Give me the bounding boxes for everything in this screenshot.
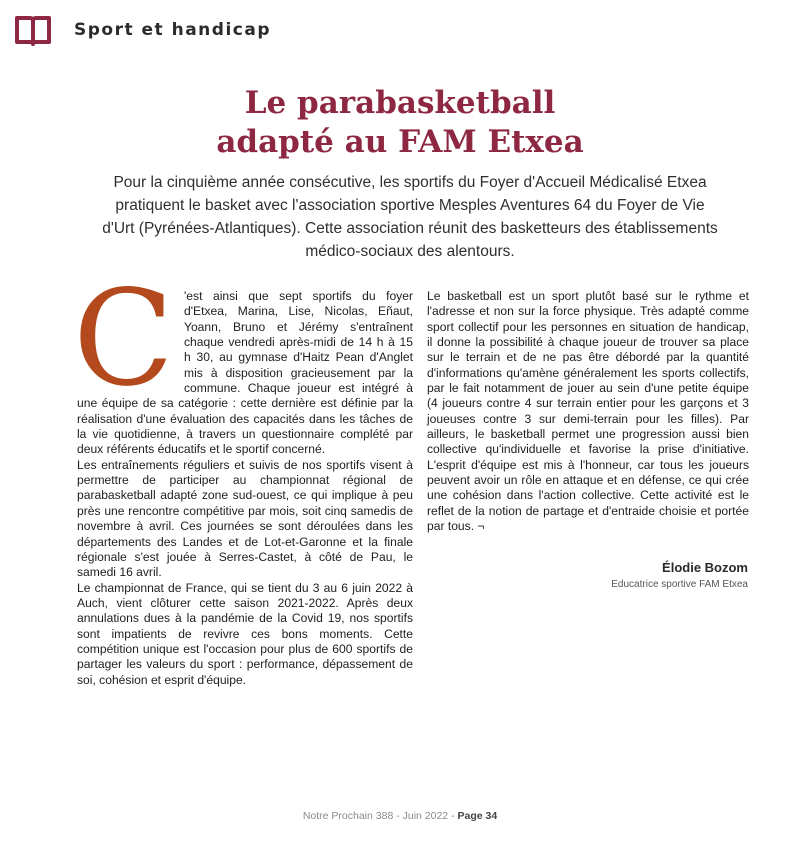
author-role: Educatrice sportive FAM Etxea [611, 579, 748, 590]
page-footer [0, 810, 800, 822]
author-name: Élodie Bozom [662, 560, 748, 575]
signature [611, 560, 748, 590]
publication-info: Notre Prochain 388 - Juin 2022 - [302, 810, 458, 822]
paragraph-text: 'est ainsi que sept sportifs du foyer d'Etxea, Marina, Lise, Nicolas, Eñaut, Yoann, Bruno et Jérémy s'entraînent chaque vendredi après-midi de 14 h à 15 h 30, au gymnase d'Haitz Pean d'Anglet mis à disposition gracieusement par la commune. Chaque joueur est intégré à une équipe de sa catégorie : cette dernière est définie par la réalisation d'une évaluation des capacités dans les tâches de la vie quotidienne, à travers un questionnaire complété par deux référents éducatifs et le sportif concerné. [77, 289, 413, 457]
right-column [427, 289, 749, 535]
page-header [14, 10, 271, 50]
book-icon [14, 13, 52, 47]
left-column [73, 262, 413, 688]
drop-cap: C [73, 262, 174, 416]
article-title [0, 84, 800, 162]
page-number: Page 34 [457, 810, 498, 822]
paragraph [73, 262, 413, 458]
article-intro: Pour la cinquième année consécutive, les sportifs du Foyer d'Accueil Médicalisé Etxea pratiquent le basket avec l'association sportive Mesples Aventures 64 du Foyer de Vie d'Urt (Pyrénées-Atlantiques). Cette association réunit des basketteurs des établissements médico-sociaux des alentours. [102, 174, 718, 260]
paragraph: Le basketball est un sport plutôt basé sur le rythme et l'adresse et non sur la force physique. Très adapté comme sport collectif pour les personnes en situation de handicap, il donne la possibilité à chaque joueur de trouver sa place sur le terrain et de ne pas être débordé par la quantité d'informations qu'amène généralement les sports collectifs, par le fait notamment de jouer au sein d'une petite équipe (4 joueurs contre 4 sur terrain entier pour les garçons et 3 joueuses contre 3 sur demi-terrain pour les filles). Par ailleurs, le basketball permet une progression aussi bien collective qu'individuelle et favorise la prise d'initiative. L'esprit d'équipe est mis à l'honneur, car tous les joueurs peuvent avoir un rôle en attaque et en défense, ce qui crée une cohésion dans l'action collective. Cette activité est le reflet de la notion de partage et d'entraide choisie et portée par tous. ¬ [427, 289, 749, 534]
paragraph: Les entraînements réguliers et suivis de nos sportifs visent à permettre de participer au championnat régional de parabasketball adapté zone sud-ouest, ce qui implique à peu près une rencontre compétitive par mois, soit cinq samedis de novembre à avril. Ces journées se sont déroulées dans les départements des Landes et de Lot-et-Garonne et la finale régionale s'est jouée à Serres-Castet, à côté de Pau, le samedi 16 avril. [77, 457, 413, 580]
title-line: Le parabasketball [244, 85, 556, 121]
paragraph: Le championnat de France, qui se tient du 3 au 6 juin 2022 à Auch, vient clôturer cette saison 2021-2022. Après deux annulations dues à la pandémie de la Covid 19, nos sportifs sont impatients de revivre ces bons moments. Cette compétition unique est l'occasion pour plus de 600 sportifs de partager les valeurs du sport : performance, dépassement de soi, cohésion et esprit d'équipe. [77, 580, 413, 687]
title-line: adapté au FAM Etxea [216, 124, 584, 160]
section-label: Sport et handicap [74, 20, 271, 40]
